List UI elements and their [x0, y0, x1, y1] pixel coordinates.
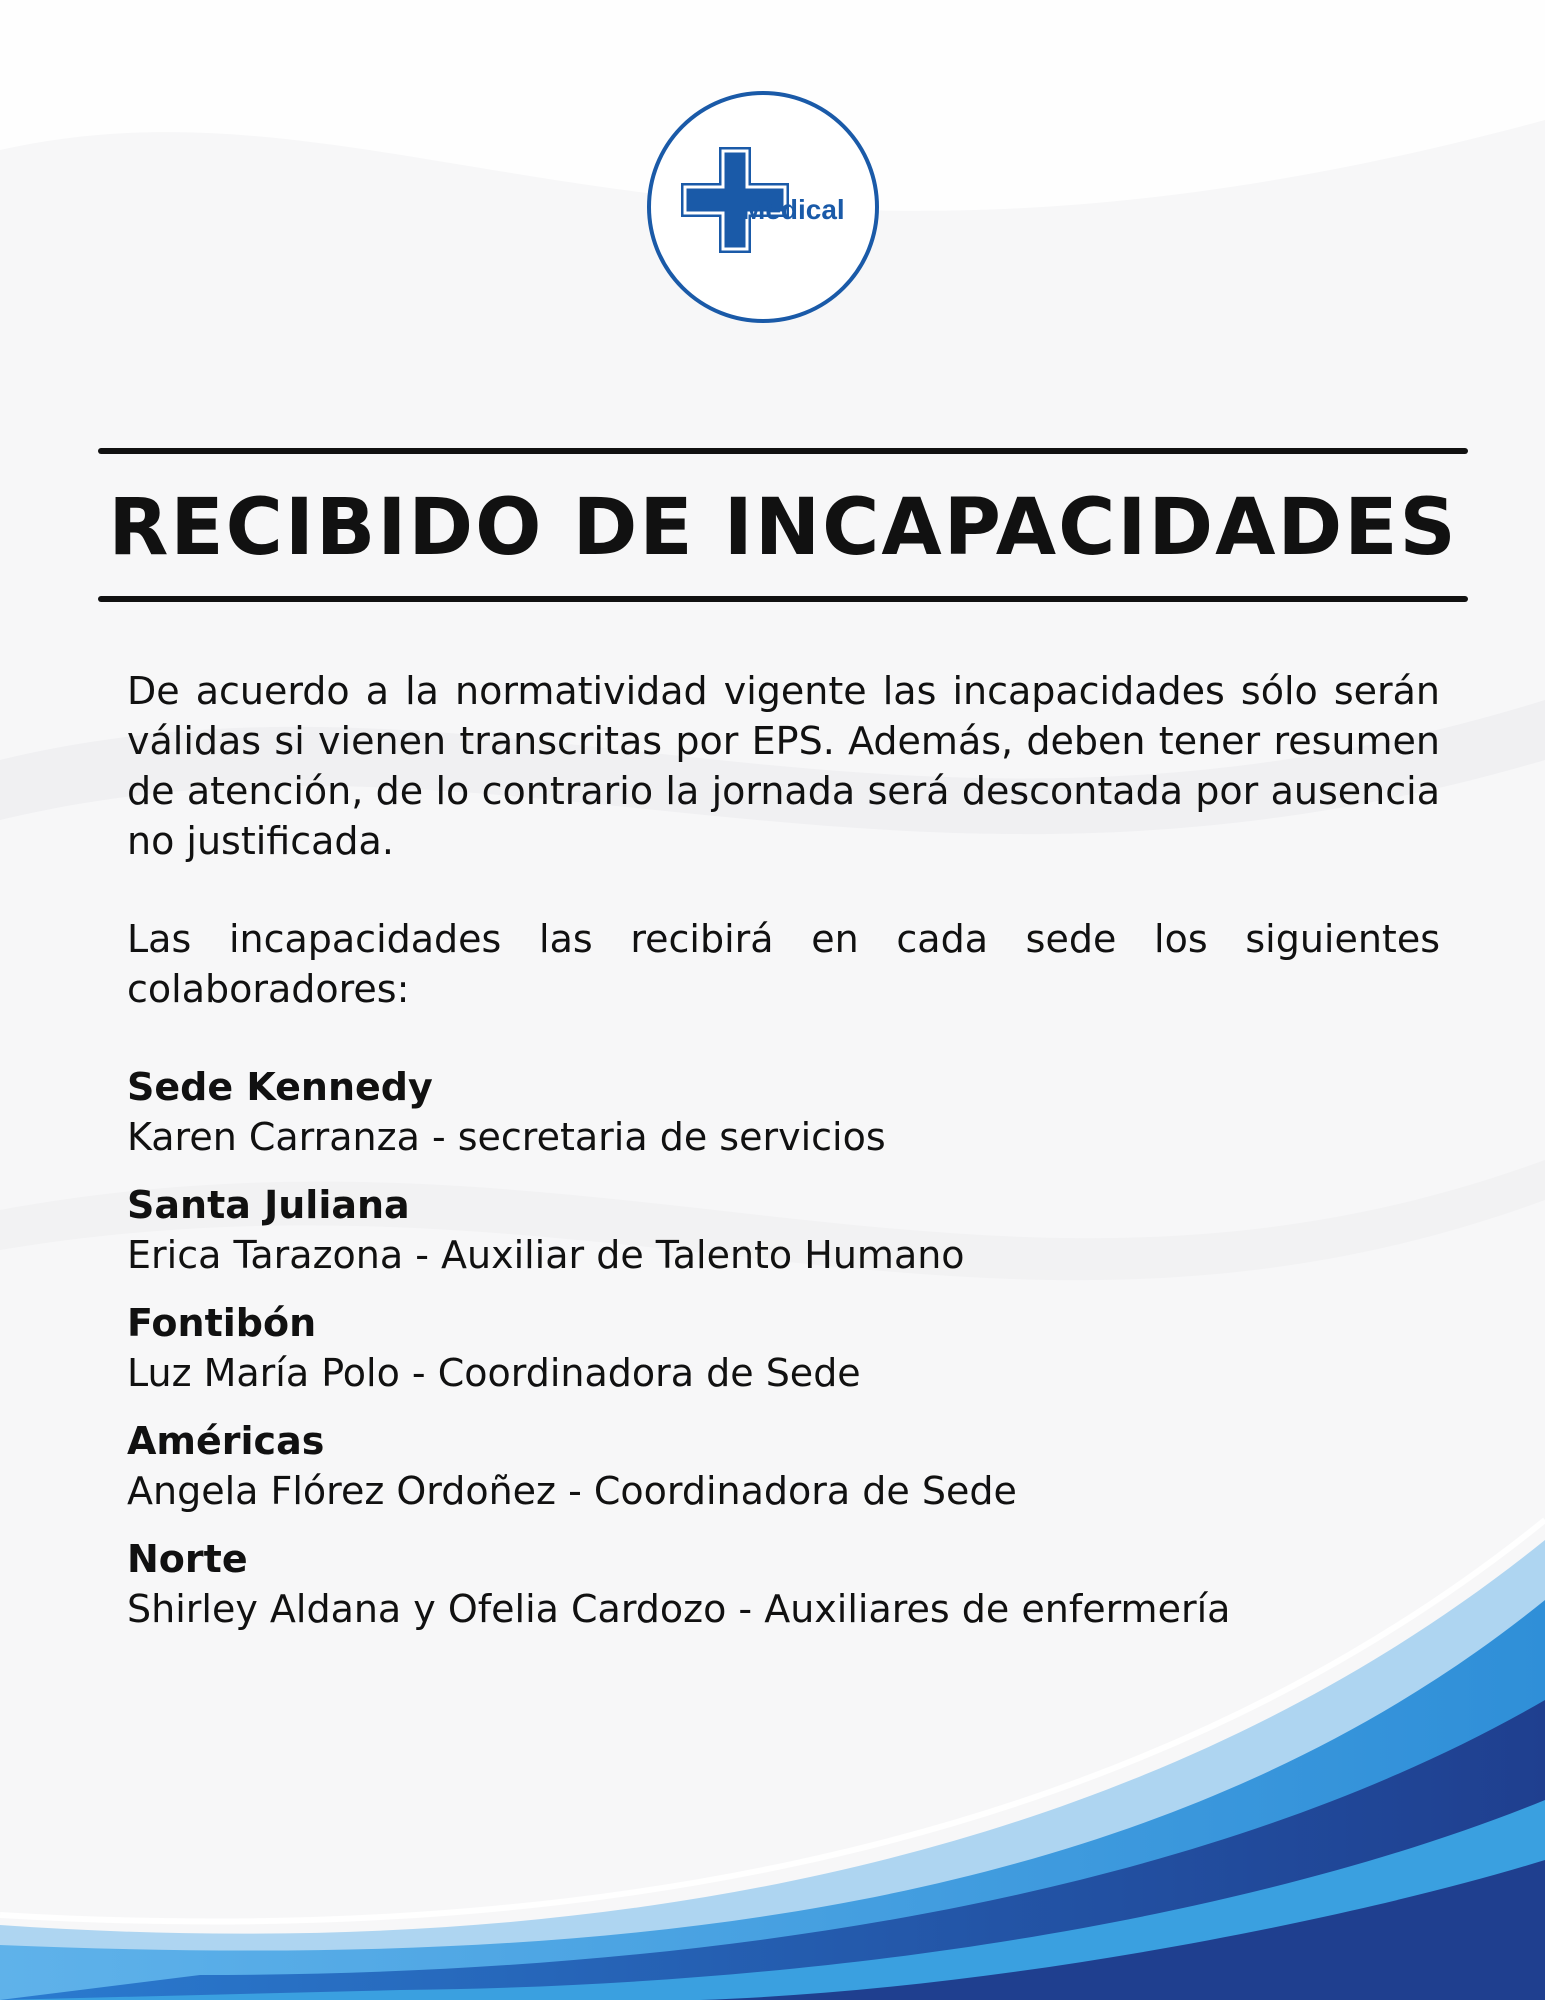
- sede-item: [127, 1298, 1440, 1398]
- sede-item: [127, 1416, 1440, 1516]
- sede-person: Luz María Polo - Coordinadora de Sede: [127, 1351, 861, 1395]
- document-body: [127, 666, 1440, 1652]
- page-title: RECIBIDO DE INCAPACIDADES: [108, 483, 1458, 573]
- sede-list: [127, 1062, 1440, 1634]
- intro-paragraph: De acuerdo a la normatividad vigente las incapacidades sólo serán válidas si vienen transcritas por EPS. Además, deben tener resumen de atención, de lo contrario la jornada será descontada por ausencia no justificada.: [127, 669, 1440, 863]
- sede-item: [127, 1180, 1440, 1280]
- title-top-rule: [98, 448, 1468, 454]
- sede-name: Norte: [127, 1537, 248, 1581]
- sede-person: Shirley Aldana y Ofelia Cardozo - Auxiliares de enfermería: [127, 1587, 1231, 1631]
- sede-item: [127, 1062, 1440, 1162]
- logo-text: Medical: [742, 194, 845, 225]
- sede-name: Santa Juliana: [127, 1183, 410, 1227]
- sede-name: Fontibón: [127, 1301, 317, 1345]
- sede-name: Sede Kennedy: [127, 1065, 433, 1109]
- sede-person: Angela Flórez Ordoñez - Coordinadora de Sede: [127, 1469, 1017, 1513]
- medical-logo: [645, 89, 881, 325]
- sede-person: Karen Carranza - secretaria de servicios: [127, 1115, 886, 1159]
- sede-name: Américas: [127, 1419, 325, 1463]
- collaborators-paragraph: Las incapacidades las recibirá en cada sede los siguientes colaboradores:: [127, 917, 1440, 1011]
- title-bottom-rule: [98, 596, 1468, 602]
- sede-person: Erica Tarazona - Auxiliar de Talento Humano: [127, 1233, 965, 1277]
- sede-item: [127, 1534, 1440, 1634]
